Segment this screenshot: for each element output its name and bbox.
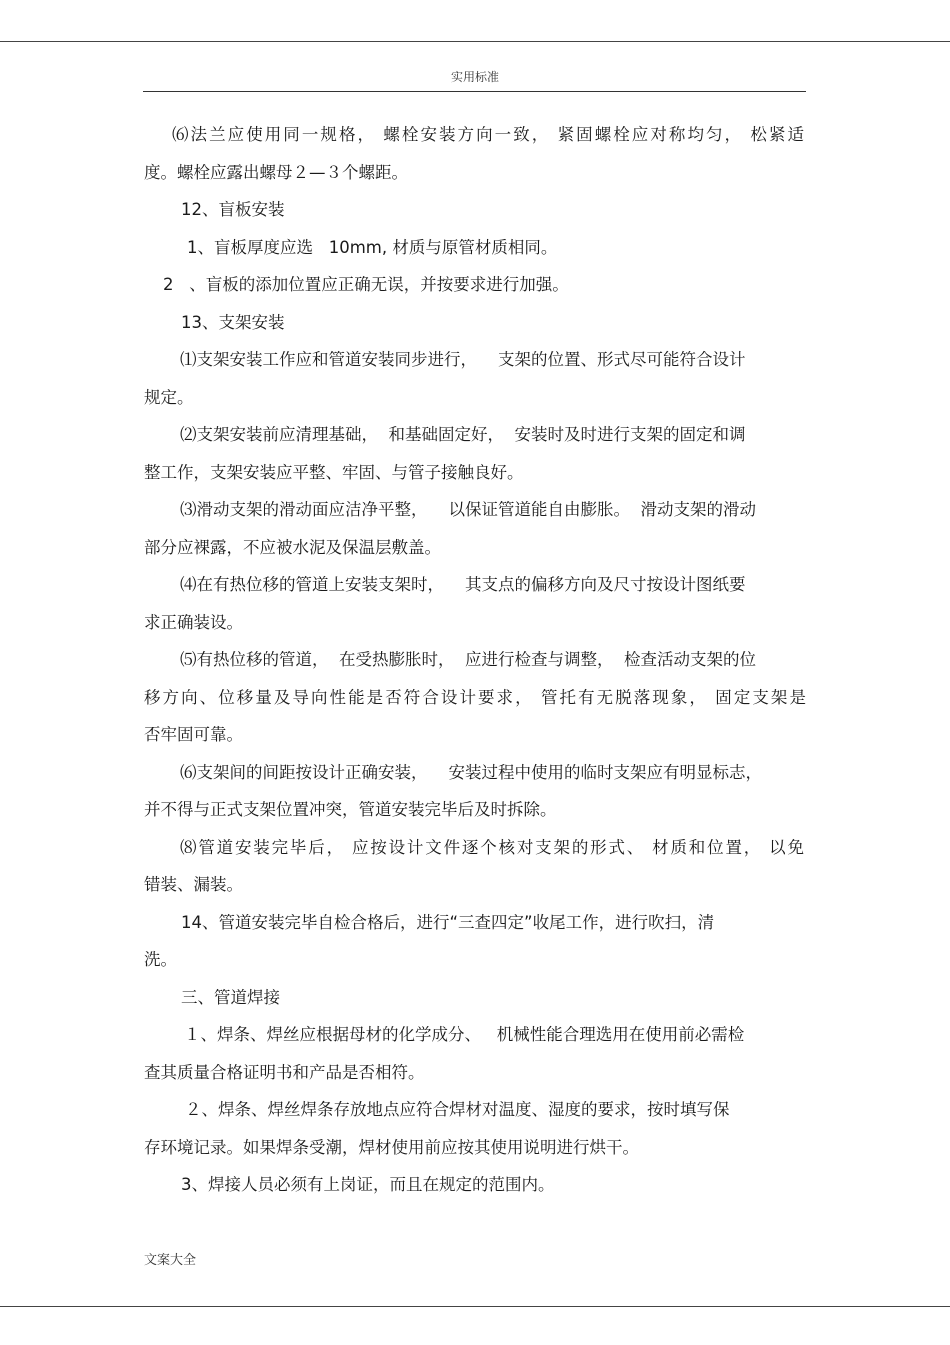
text-line: 整工作，支架安装应平整、牢固、与管子接触良好。 [144, 463, 524, 482]
text-line: ⑸有热位移的管道， 在受热膨胀时， 应进行检查与调整， 检查活动支架的位 [180, 650, 756, 669]
text-line: 移方向、位移量及导向性能是否符合设计要求， 管托有无脱落现象， 固定支架是 [144, 688, 806, 707]
header-rule [143, 91, 806, 92]
text-line: 部分应裸露，不应被水泥及保温层敷盖。 [144, 538, 441, 557]
text-line: 查其质量合格证明书和产品是否相符。 [144, 1063, 425, 1082]
text-line: 求正确装设。 [144, 613, 243, 632]
text-line: 1、盲板厚度应选 10mm, 材质与原管材质相同。 [187, 238, 558, 257]
text-line: 洗。 [144, 950, 177, 969]
section-heading: 12、盲板安装 [181, 200, 285, 219]
text-line: ⑹法兰应使用同一规格， 螺栓安装方向一致， 紧固螺栓应对称均匀， 松紧适 [172, 125, 804, 144]
text-line: ⑴支架安装工作应和管道安装同步进行， 支架的位置、形式尽可能符合设计 [180, 350, 746, 369]
page-top-border [0, 41, 950, 42]
text-line: 2 、盲板的添加位置应正确无误，并按要求进行加强。 [163, 275, 569, 294]
text-line: ⑻管道安装完毕后， 应按设计文件逐个核对支架的形式、 材质和位置， 以免 [180, 838, 804, 857]
page-bottom-border [0, 1306, 950, 1307]
text-line: 规定。 [144, 388, 194, 407]
text-line: １、焊条、焊丝应根据母材的化学成分、 机械性能合理选用在使用前必需检 [184, 1025, 745, 1044]
text-line: ２、焊条、焊丝焊条存放地点应符合焊材对温度、湿度的要求，按时填写保 [185, 1100, 730, 1119]
text-line: 并不得与正式支架位置冲突，管道安装完毕后及时拆除。 [144, 800, 557, 819]
text-line: ⑵支架安装前应清理基础， 和基础固定好， 安装时及时进行支架的固定和调 [180, 425, 746, 444]
text-line: 否牢固可靠。 [144, 725, 243, 744]
text-line: ⑹支架间的间距按设计正确安装， 安装过程中使用的临时支架应有明显标志， [180, 763, 762, 782]
section-heading: 三、管道焊接 [181, 988, 280, 1007]
text-line: ⑷在有热位移的管道上安装支架时， 其支点的偏移方向及尺寸按设计图纸要 [180, 575, 746, 594]
text-line: 3、焊接人员必须有上岗证，而且在规定的范围内。 [181, 1175, 555, 1194]
section-heading: 13、支架安装 [181, 313, 285, 332]
text-line: 14、管道安装完毕自检合格后，进行“三查四定”收尾工作，进行吹扫，清 [181, 913, 715, 932]
text-line: ⑶滑动支架的滑动面应洁净平整， 以保证管道能自由膨胀。 滑动支架的滑动 [180, 500, 756, 519]
text-line: 度。螺栓应露出螺母２—３个螺距。 [144, 163, 408, 182]
text-line: 存环境记录。如果焊条受潮，焊材使用前应按其使用说明进行烘干。 [144, 1138, 639, 1157]
text-line: 错装、漏装。 [144, 875, 243, 894]
page-footer-text: 文案大全 [144, 1253, 197, 1268]
page-header-title: 实用标准 [450, 70, 499, 84]
